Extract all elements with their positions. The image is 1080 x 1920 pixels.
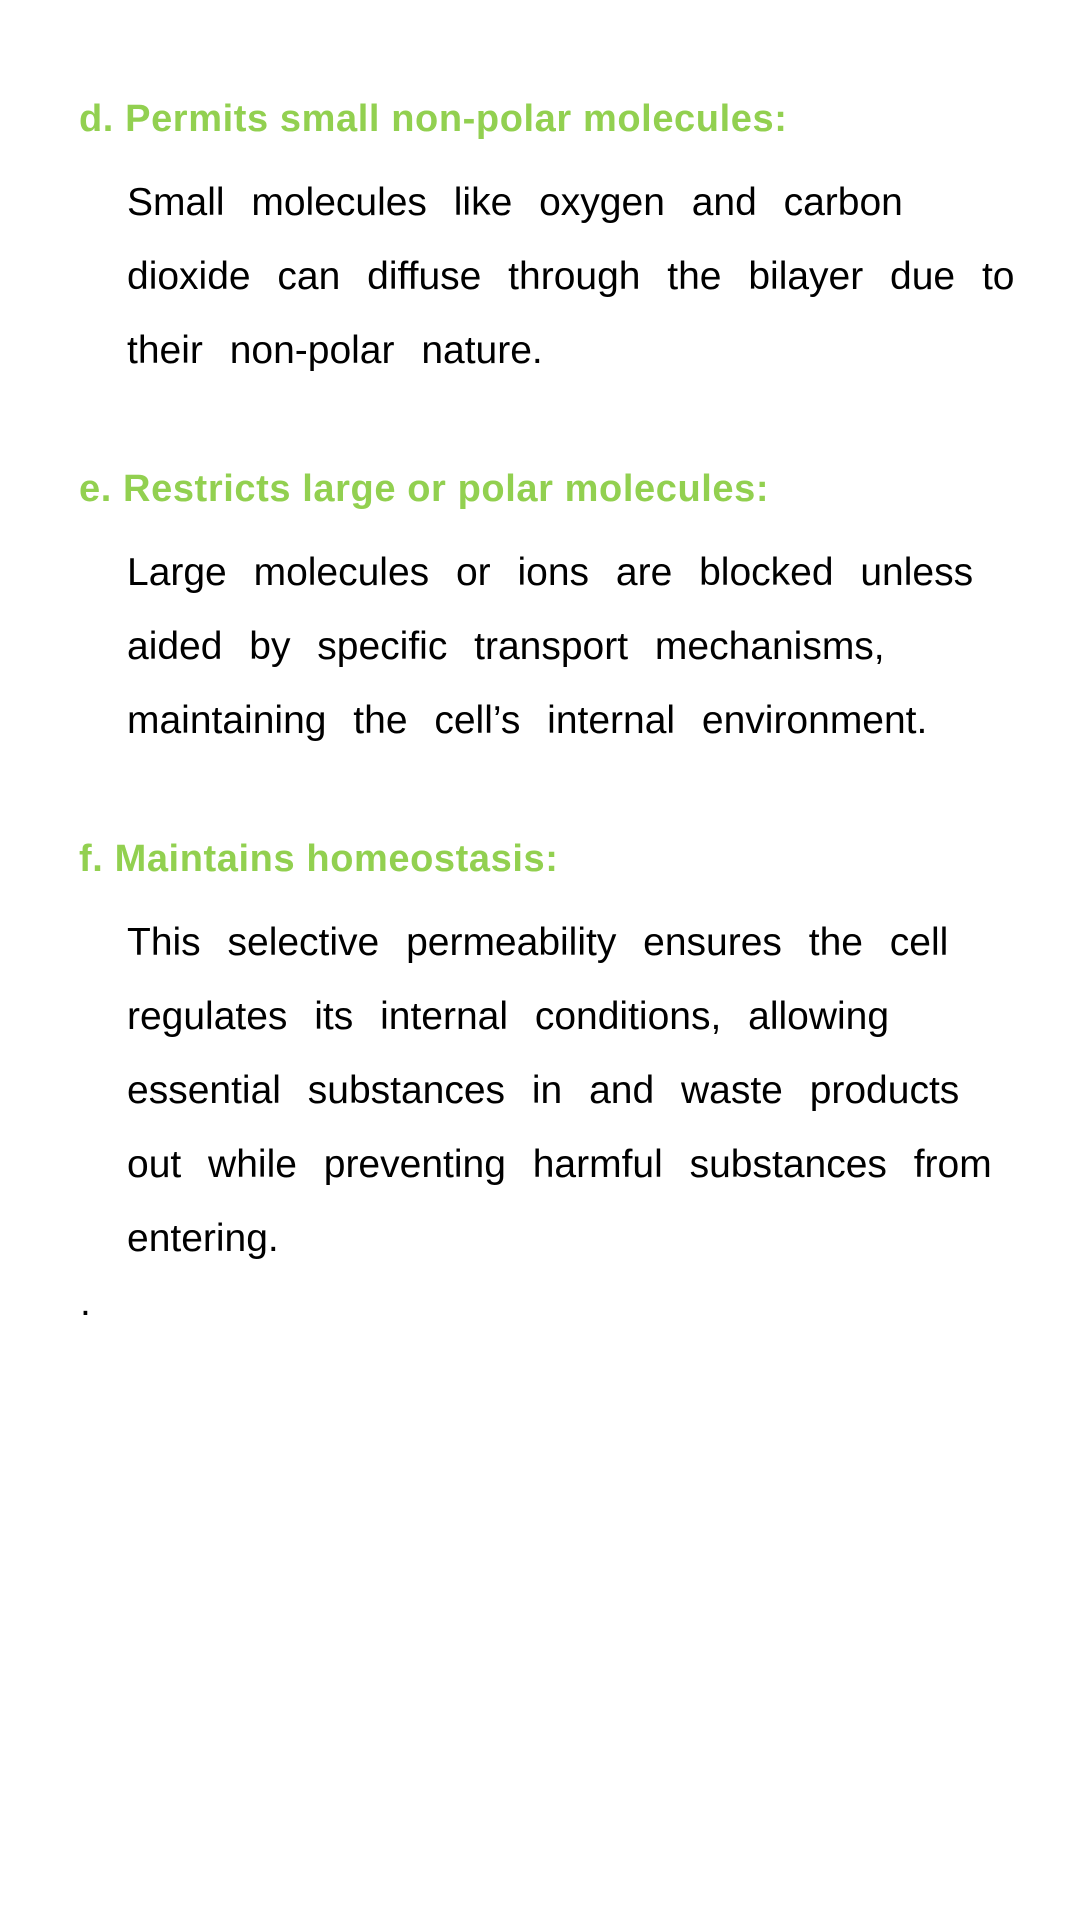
body-line: dioxide can diffuse through the bilayer due to	[127, 255, 1015, 298]
section-f	[79, 836, 1059, 1276]
body-line: essential substances in and waste products	[127, 1069, 960, 1112]
section-heading: d. Permits small non-polar molecules:	[79, 98, 788, 140]
trailing-period: .	[80, 1281, 91, 1324]
body-line: their non-polar nature.	[127, 329, 543, 372]
section-body	[127, 536, 1057, 758]
body-line: regulates its internal conditions, allowing	[127, 995, 890, 1038]
body-line: out while preventing harmful substances from	[127, 1143, 992, 1186]
body-line: Large molecules or ions are blocked unless	[127, 551, 974, 594]
body-line: maintaining the cell’s internal environment.	[127, 699, 928, 742]
body-line: This selective permeability ensures the cell	[127, 921, 949, 964]
body-line: aided by specific transport mechanisms,	[127, 625, 885, 668]
body-line: entering.	[127, 1217, 279, 1260]
section-e	[79, 466, 1059, 758]
section-d	[79, 96, 1059, 388]
section-body	[127, 166, 1057, 388]
section-body	[127, 906, 1057, 1276]
body-line: Small molecules like oxygen and carbon	[127, 181, 903, 224]
section-heading: f. Maintains homeostasis:	[79, 838, 559, 880]
section-heading: e. Restricts large or polar molecules:	[79, 468, 770, 510]
